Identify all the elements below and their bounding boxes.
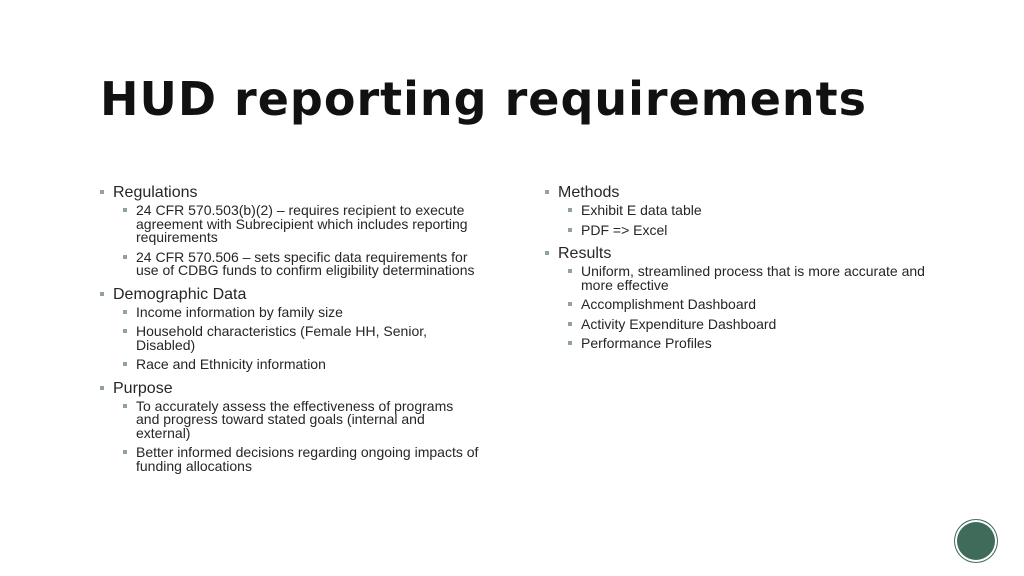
bullet-label: Purpose [113, 379, 173, 397]
right-bullet-list [545, 184, 935, 351]
left-bullet-list [100, 184, 480, 473]
bullet-results [545, 245, 935, 351]
sub-bullet: 24 CFR 570.506 – sets specific data requirements for use of CDBG funds to confirm eligibility determinations [123, 251, 480, 278]
bullet-methods [545, 184, 935, 237]
sub-bullet: Race and Ethnicity information [123, 358, 480, 372]
sub-bullet: Household characteristics (Female HH, Senior, Disabled) [123, 325, 480, 352]
bullet-label: Methods [558, 184, 620, 201]
sub-bullet-list [113, 397, 480, 474]
sub-bullet: Accomplishment Dashboard [568, 298, 935, 312]
sub-bullet: Uniform, streamlined process that is more accurate and more effective [568, 265, 935, 292]
sub-bullet: Better informed decisions regarding ongoing impacts of funding allocations [123, 446, 480, 473]
decorative-circle-badge [957, 522, 995, 560]
bullet-purpose [100, 380, 480, 474]
sub-bullet-list [558, 265, 935, 351]
sub-bullet-list [113, 303, 480, 372]
sub-bullet: Income information by family size [123, 306, 480, 320]
bullet-label: Regulations [113, 184, 198, 201]
left-column [100, 184, 480, 481]
sub-bullet: PDF => Excel [568, 224, 935, 238]
sub-bullet: To accurately assess the effectiveness of programs and progress toward stated goals (internal and external) [123, 400, 480, 441]
bullet-label: Results [558, 245, 612, 262]
slide-title: HUD reporting requirements [100, 72, 868, 126]
sub-bullet: Activity Expenditure Dashboard [568, 318, 935, 332]
bullet-demographic-data [100, 286, 480, 372]
bullet-regulations [100, 184, 480, 278]
sub-bullet-list [113, 204, 480, 278]
sub-bullet-list [558, 204, 935, 237]
sub-bullet: Exhibit E data table [568, 204, 935, 218]
sub-bullet: 24 CFR 570.503(b)(2) – requires recipient to execute agreement with Subrecipient which includes reporting requirements [123, 204, 480, 245]
right-column [545, 184, 935, 359]
sub-bullet: Performance Profiles [568, 337, 935, 351]
bullet-label: Demographic Data [113, 285, 247, 303]
